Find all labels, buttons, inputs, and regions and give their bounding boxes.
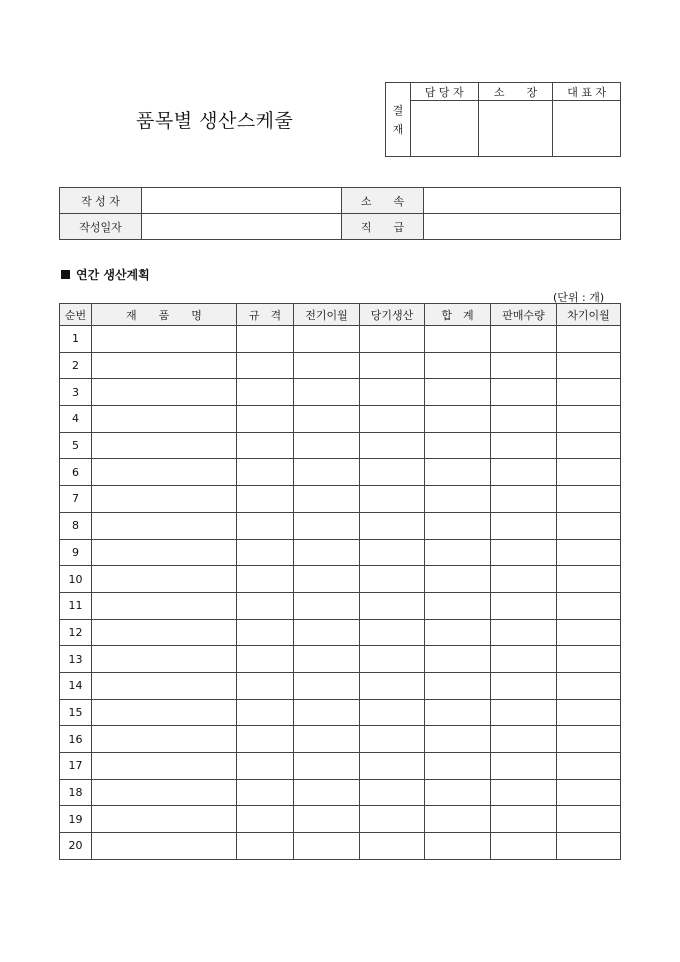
- date-field[interactable]: [142, 214, 342, 240]
- sales-cell[interactable]: [491, 672, 557, 699]
- approval-box: [385, 82, 621, 157]
- table-row: [60, 699, 621, 726]
- row-number: 2: [60, 352, 92, 379]
- row-number: 5: [60, 432, 92, 459]
- production-cell[interactable]: [360, 619, 425, 646]
- carried-in-cell[interactable]: [294, 779, 360, 806]
- spec-cell[interactable]: [237, 779, 294, 806]
- sales-cell[interactable]: [491, 726, 557, 753]
- row-number: 1: [60, 326, 92, 353]
- carried-in-cell[interactable]: [294, 352, 360, 379]
- total-cell[interactable]: [425, 726, 491, 753]
- sales-cell[interactable]: [491, 833, 557, 860]
- page-title: 품목별 생산스케줄: [136, 110, 294, 132]
- table-row: [60, 619, 621, 646]
- author-label: 작 성 자: [60, 188, 142, 214]
- col-header-product: 재 품 명: [92, 304, 237, 326]
- table-body: [60, 326, 621, 860]
- carried-in-cell[interactable]: [294, 379, 360, 406]
- row-number: 10: [60, 566, 92, 593]
- carried-in-cell[interactable]: [294, 672, 360, 699]
- spec-cell[interactable]: [237, 379, 294, 406]
- col-header-sales: 판매수량: [491, 304, 557, 326]
- sales-cell[interactable]: [491, 699, 557, 726]
- carried-out-cell[interactable]: [557, 379, 621, 406]
- sales-cell[interactable]: [491, 432, 557, 459]
- carried-in-cell[interactable]: [294, 326, 360, 353]
- production-cell[interactable]: [360, 753, 425, 780]
- production-cell[interactable]: [360, 646, 425, 673]
- production-plan-table: [59, 303, 621, 860]
- row-number: 4: [60, 406, 92, 433]
- total-cell[interactable]: [425, 753, 491, 780]
- carried-out-cell[interactable]: [557, 646, 621, 673]
- product-cell[interactable]: [92, 779, 237, 806]
- total-cell[interactable]: [425, 512, 491, 539]
- table-row: [60, 592, 621, 619]
- spec-cell[interactable]: [237, 539, 294, 566]
- row-number: 17: [60, 753, 92, 780]
- carried-in-cell[interactable]: [294, 699, 360, 726]
- approval-header-ceo: 대 표 자: [553, 83, 621, 101]
- row-number: 6: [60, 459, 92, 486]
- carried-in-cell[interactable]: [294, 646, 360, 673]
- sales-cell[interactable]: [491, 486, 557, 513]
- table-row: [60, 566, 621, 593]
- carried-out-cell[interactable]: [557, 592, 621, 619]
- table-header-row: [60, 304, 621, 326]
- table-row: [60, 486, 621, 513]
- table-row: [60, 432, 621, 459]
- carried-in-cell[interactable]: [294, 619, 360, 646]
- sales-cell[interactable]: [491, 806, 557, 833]
- total-cell[interactable]: [425, 699, 491, 726]
- row-number: 18: [60, 779, 92, 806]
- carried-in-cell[interactable]: [294, 833, 360, 860]
- total-cell[interactable]: [425, 619, 491, 646]
- product-cell[interactable]: [92, 512, 237, 539]
- total-cell[interactable]: [425, 672, 491, 699]
- sales-cell[interactable]: [491, 592, 557, 619]
- carried-in-cell[interactable]: [294, 486, 360, 513]
- col-header-no: 순번: [60, 304, 92, 326]
- total-cell[interactable]: [425, 459, 491, 486]
- date-label: 작성일자: [60, 214, 142, 240]
- section-heading: [61, 266, 150, 283]
- square-bullet-icon: [61, 270, 70, 279]
- row-number: 11: [60, 592, 92, 619]
- total-cell[interactable]: [425, 432, 491, 459]
- rank-field[interactable]: [424, 214, 621, 240]
- carried-out-cell[interactable]: [557, 619, 621, 646]
- spec-cell[interactable]: [237, 512, 294, 539]
- table-row: [60, 833, 621, 860]
- production-cell[interactable]: [360, 406, 425, 433]
- sales-cell[interactable]: [491, 406, 557, 433]
- product-cell[interactable]: [92, 672, 237, 699]
- carried-in-cell[interactable]: [294, 406, 360, 433]
- table-row: [60, 672, 621, 699]
- approval-side-char-2: 재: [392, 122, 404, 136]
- production-cell[interactable]: [360, 326, 425, 353]
- spec-cell[interactable]: [237, 326, 294, 353]
- carried-in-cell[interactable]: [294, 566, 360, 593]
- approval-sign-ceo[interactable]: [553, 101, 621, 157]
- total-cell[interactable]: [425, 779, 491, 806]
- production-cell[interactable]: [360, 672, 425, 699]
- row-number: 13: [60, 646, 92, 673]
- carried-in-cell[interactable]: [294, 432, 360, 459]
- row-number: 8: [60, 512, 92, 539]
- col-header-total: 합 계: [425, 304, 491, 326]
- carried-out-cell[interactable]: [557, 512, 621, 539]
- carried-out-cell[interactable]: [557, 486, 621, 513]
- product-cell[interactable]: [92, 459, 237, 486]
- production-cell[interactable]: [360, 459, 425, 486]
- carried-out-cell[interactable]: [557, 566, 621, 593]
- product-cell[interactable]: [92, 352, 237, 379]
- carried-out-cell[interactable]: [557, 672, 621, 699]
- sales-cell[interactable]: [491, 619, 557, 646]
- carried-in-cell[interactable]: [294, 806, 360, 833]
- product-cell[interactable]: [92, 326, 237, 353]
- sales-cell[interactable]: [491, 352, 557, 379]
- sales-cell[interactable]: [491, 753, 557, 780]
- carried-out-cell[interactable]: [557, 726, 621, 753]
- table-row: [60, 379, 621, 406]
- table-row: [60, 753, 621, 780]
- product-cell[interactable]: [92, 432, 237, 459]
- product-cell[interactable]: [92, 699, 237, 726]
- product-cell[interactable]: [92, 486, 237, 513]
- row-number: 7: [60, 486, 92, 513]
- spec-cell[interactable]: [237, 592, 294, 619]
- sales-cell[interactable]: [491, 779, 557, 806]
- col-header-spec: 규 격: [237, 304, 294, 326]
- total-cell[interactable]: [425, 539, 491, 566]
- production-cell[interactable]: [360, 379, 425, 406]
- production-cell[interactable]: [360, 699, 425, 726]
- spec-cell[interactable]: [237, 619, 294, 646]
- dept-field[interactable]: [424, 188, 621, 214]
- product-cell[interactable]: [92, 592, 237, 619]
- table-row: [60, 352, 621, 379]
- row-number: 3: [60, 379, 92, 406]
- product-cell[interactable]: [92, 406, 237, 433]
- spec-cell[interactable]: [237, 566, 294, 593]
- approval-side-label: [386, 83, 411, 157]
- row-number: 15: [60, 699, 92, 726]
- rank-label: 직 급: [342, 214, 424, 240]
- table-row: [60, 512, 621, 539]
- dept-label: 소 속: [342, 188, 424, 214]
- spec-cell[interactable]: [237, 806, 294, 833]
- carried-out-cell[interactable]: [557, 779, 621, 806]
- spec-cell[interactable]: [237, 352, 294, 379]
- table-row: [60, 459, 621, 486]
- total-cell[interactable]: [425, 833, 491, 860]
- unit-note: (단위 : 개): [553, 291, 605, 304]
- production-cell[interactable]: [360, 779, 425, 806]
- carried-out-cell[interactable]: [557, 806, 621, 833]
- product-cell[interactable]: [92, 753, 237, 780]
- table-row: [60, 726, 621, 753]
- carried-out-cell[interactable]: [557, 753, 621, 780]
- spec-cell[interactable]: [237, 646, 294, 673]
- carried-out-cell[interactable]: [557, 833, 621, 860]
- spec-cell[interactable]: [237, 833, 294, 860]
- sales-cell[interactable]: [491, 379, 557, 406]
- approval-header-manager: 담 당 자: [411, 83, 479, 101]
- section-title: 연간 생산계획: [76, 268, 150, 282]
- product-cell[interactable]: [92, 806, 237, 833]
- total-cell[interactable]: [425, 566, 491, 593]
- carried-out-cell[interactable]: [557, 406, 621, 433]
- spec-cell[interactable]: [237, 699, 294, 726]
- carried-in-cell[interactable]: [294, 512, 360, 539]
- table-row: [60, 326, 621, 353]
- total-cell[interactable]: [425, 592, 491, 619]
- carried-out-cell[interactable]: [557, 432, 621, 459]
- spec-cell[interactable]: [237, 432, 294, 459]
- total-cell[interactable]: [425, 379, 491, 406]
- product-cell[interactable]: [92, 833, 237, 860]
- approval-side-char-1: 결: [392, 103, 404, 117]
- carried-out-cell[interactable]: [557, 539, 621, 566]
- total-cell[interactable]: [425, 406, 491, 433]
- production-cell[interactable]: [360, 539, 425, 566]
- production-cell[interactable]: [360, 833, 425, 860]
- sales-cell[interactable]: [491, 566, 557, 593]
- production-cell[interactable]: [360, 566, 425, 593]
- carried-in-cell[interactable]: [294, 592, 360, 619]
- total-cell[interactable]: [425, 352, 491, 379]
- product-cell[interactable]: [92, 566, 237, 593]
- col-header-carried-out: 차기이월: [557, 304, 621, 326]
- product-cell[interactable]: [92, 539, 237, 566]
- approval-header-director: 소 장: [478, 83, 553, 101]
- production-cell[interactable]: [360, 726, 425, 753]
- sales-cell[interactable]: [491, 512, 557, 539]
- carried-in-cell[interactable]: [294, 459, 360, 486]
- row-number: 19: [60, 806, 92, 833]
- production-cell[interactable]: [360, 592, 425, 619]
- production-cell[interactable]: [360, 486, 425, 513]
- table-row: [60, 806, 621, 833]
- production-cell[interactable]: [360, 512, 425, 539]
- product-cell[interactable]: [92, 646, 237, 673]
- approval-sign-director[interactable]: [478, 101, 553, 157]
- spec-cell[interactable]: [237, 726, 294, 753]
- row-number: 16: [60, 726, 92, 753]
- sales-cell[interactable]: [491, 459, 557, 486]
- carried-out-cell[interactable]: [557, 352, 621, 379]
- sales-cell[interactable]: [491, 646, 557, 673]
- spec-cell[interactable]: [237, 672, 294, 699]
- row-number: 9: [60, 539, 92, 566]
- author-info-table: [59, 187, 621, 240]
- carried-in-cell[interactable]: [294, 726, 360, 753]
- product-cell[interactable]: [92, 726, 237, 753]
- carried-in-cell[interactable]: [294, 753, 360, 780]
- spec-cell[interactable]: [237, 459, 294, 486]
- author-field[interactable]: [142, 188, 342, 214]
- total-cell[interactable]: [425, 646, 491, 673]
- col-header-carried-in: 전기이월: [294, 304, 360, 326]
- table-row: [60, 539, 621, 566]
- carried-out-cell[interactable]: [557, 326, 621, 353]
- total-cell[interactable]: [425, 806, 491, 833]
- product-cell[interactable]: [92, 619, 237, 646]
- spec-cell[interactable]: [237, 486, 294, 513]
- production-cell[interactable]: [360, 432, 425, 459]
- total-cell[interactable]: [425, 326, 491, 353]
- production-cell[interactable]: [360, 352, 425, 379]
- row-number: 20: [60, 833, 92, 860]
- sales-cell[interactable]: [491, 326, 557, 353]
- row-number: 14: [60, 672, 92, 699]
- production-cell[interactable]: [360, 806, 425, 833]
- sales-cell[interactable]: [491, 539, 557, 566]
- carried-out-cell[interactable]: [557, 699, 621, 726]
- spec-cell[interactable]: [237, 753, 294, 780]
- spec-cell[interactable]: [237, 406, 294, 433]
- carried-in-cell[interactable]: [294, 539, 360, 566]
- col-header-production: 당기생산: [360, 304, 425, 326]
- table-row: [60, 406, 621, 433]
- product-cell[interactable]: [92, 379, 237, 406]
- table-row: [60, 646, 621, 673]
- carried-out-cell[interactable]: [557, 459, 621, 486]
- table-row: [60, 779, 621, 806]
- total-cell[interactable]: [425, 486, 491, 513]
- row-number: 12: [60, 619, 92, 646]
- approval-sign-manager[interactable]: [411, 101, 479, 157]
